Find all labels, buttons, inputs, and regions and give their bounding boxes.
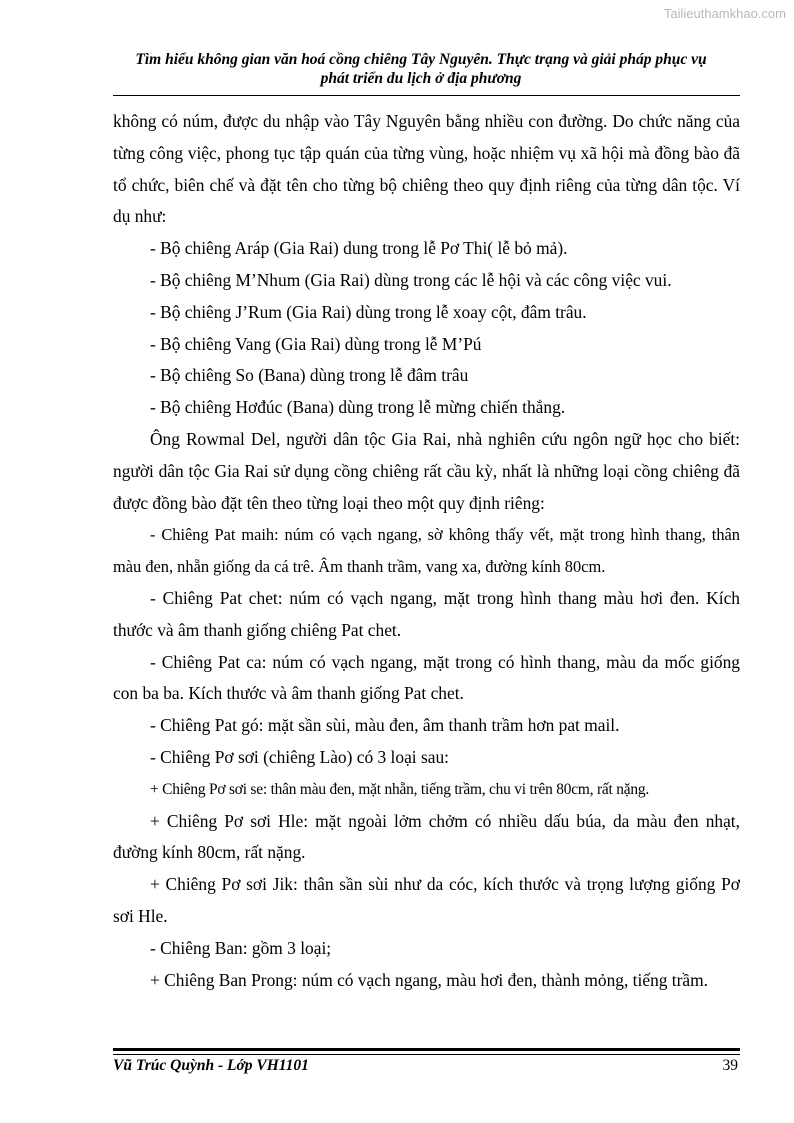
- header-line-1: Tìm hiểu không gian văn hoá cồng chiêng Tây Nguyên. Thực trạng và giải pháp phục vụ: [135, 51, 707, 68]
- page-number: 39: [722, 1057, 738, 1074]
- footer-divider: [113, 1048, 740, 1055]
- running-header: [100, 50, 742, 88]
- list-item: + Chiêng Ban Prong: núm có vạch ngang, màu hơi đen, thành mỏng, tiếng trầm.: [150, 969, 709, 990]
- list-item: - Chiêng Pat gó: mặt sần sùi, màu đen, âm thanh trầm hơn pat mail.: [150, 715, 620, 736]
- list-item: - Bộ chiêng So (Bana) dùng trong lễ đâm trâu: [150, 365, 469, 386]
- list-item: - Chiêng Pat ca: núm có vạch ngang, mặt trong có hình thang, màu da mốc giống con ba ba. Kích thước và âm thanh giống Pat chet.: [113, 651, 740, 704]
- watermark-text: Tailieuthamkhao.com: [663, 6, 786, 21]
- list-item: - Bộ chiêng Vang (Gia Rai) dùng trong lễ M’Pú: [150, 333, 482, 354]
- list-item: + Chiêng Pơ sơi se: thân màu đen, mặt nhẵn, tiếng trầm, chu vi trên 80cm, rất nặng.: [150, 780, 650, 798]
- list-item: - Chiêng Ban: gồm 3 loại;: [150, 937, 332, 958]
- list-item: - Bộ chiêng Hơđúc (Bana) dùng trong lễ mừng chiến thắng.: [150, 397, 566, 418]
- footer-author: Vũ Trúc Quỳnh - Lớp VH1101: [113, 1057, 309, 1074]
- list-item: + Chiêng Pơ sơi Hle: mặt ngoài lởm chởm có nhiều dấu búa, da màu đen nhạt, đường kính 80cm, rất nặng.: [113, 810, 740, 863]
- paragraph: Ông Rowmal Del, người dân tộc Gia Rai, nhà nghiên cứu ngôn ngữ học cho biết: người dân tộc Gia Rai sử dụng cồng chiêng rất cầu kỳ, nhất là những loại cồng chiêng đã được đồng bào đặt tên theo từng loại theo một quy định riêng:: [113, 428, 740, 513]
- body-text: [113, 106, 740, 996]
- header-divider: [113, 95, 740, 96]
- header-line-2: phát triển du lịch ở địa phương: [320, 70, 522, 87]
- list-item: - Bộ chiêng M’Nhum (Gia Rai) dùng trong các lễ hội và các công việc vui.: [150, 269, 672, 290]
- list-item: - Chiêng Pơ sơi (chiêng Lào) có 3 loại sau:: [150, 746, 449, 767]
- list-item: - Chiêng Pat chet: núm có vạch ngang, mặt trong hình thang màu hơi đen. Kích thước và âm thanh giống chiêng Pat chet.: [113, 587, 740, 640]
- list-item: - Bộ chiêng Aráp (Gia Rai) dung trong lễ Pơ Thi( lễ bỏ mả).: [150, 238, 568, 259]
- list-item: - Chiêng Pat maih: núm có vạch ngang, sờ không thấy vết, mặt trong hình thang, thân màu đen, nhẵn giống da cá trê. Âm thanh trầm, vang xa, đường kính 80cm.: [113, 525, 740, 577]
- list-item: + Chiêng Pơ sơi Jik: thân sần sùi như da cóc, kích thước và trọng lượng giống Pơ sơi Hle.: [113, 874, 740, 926]
- paragraph: không có núm, được du nhập vào Tây Nguyên bằng nhiều con đường. Do chức năng của từng công việc, phong tục tập quán của từng vùng, hoặc nhiệm vụ xã hội mà đồng bào đã tổ chức, biên chế và đặt tên cho từng bộ chiêng theo quy định riêng của từng dân tộc. Ví dụ như:: [113, 111, 740, 227]
- list-item: - Bộ chiêng J’Rum (Gia Rai) dùng trong lễ xoay cột, đâm trâu.: [150, 301, 587, 322]
